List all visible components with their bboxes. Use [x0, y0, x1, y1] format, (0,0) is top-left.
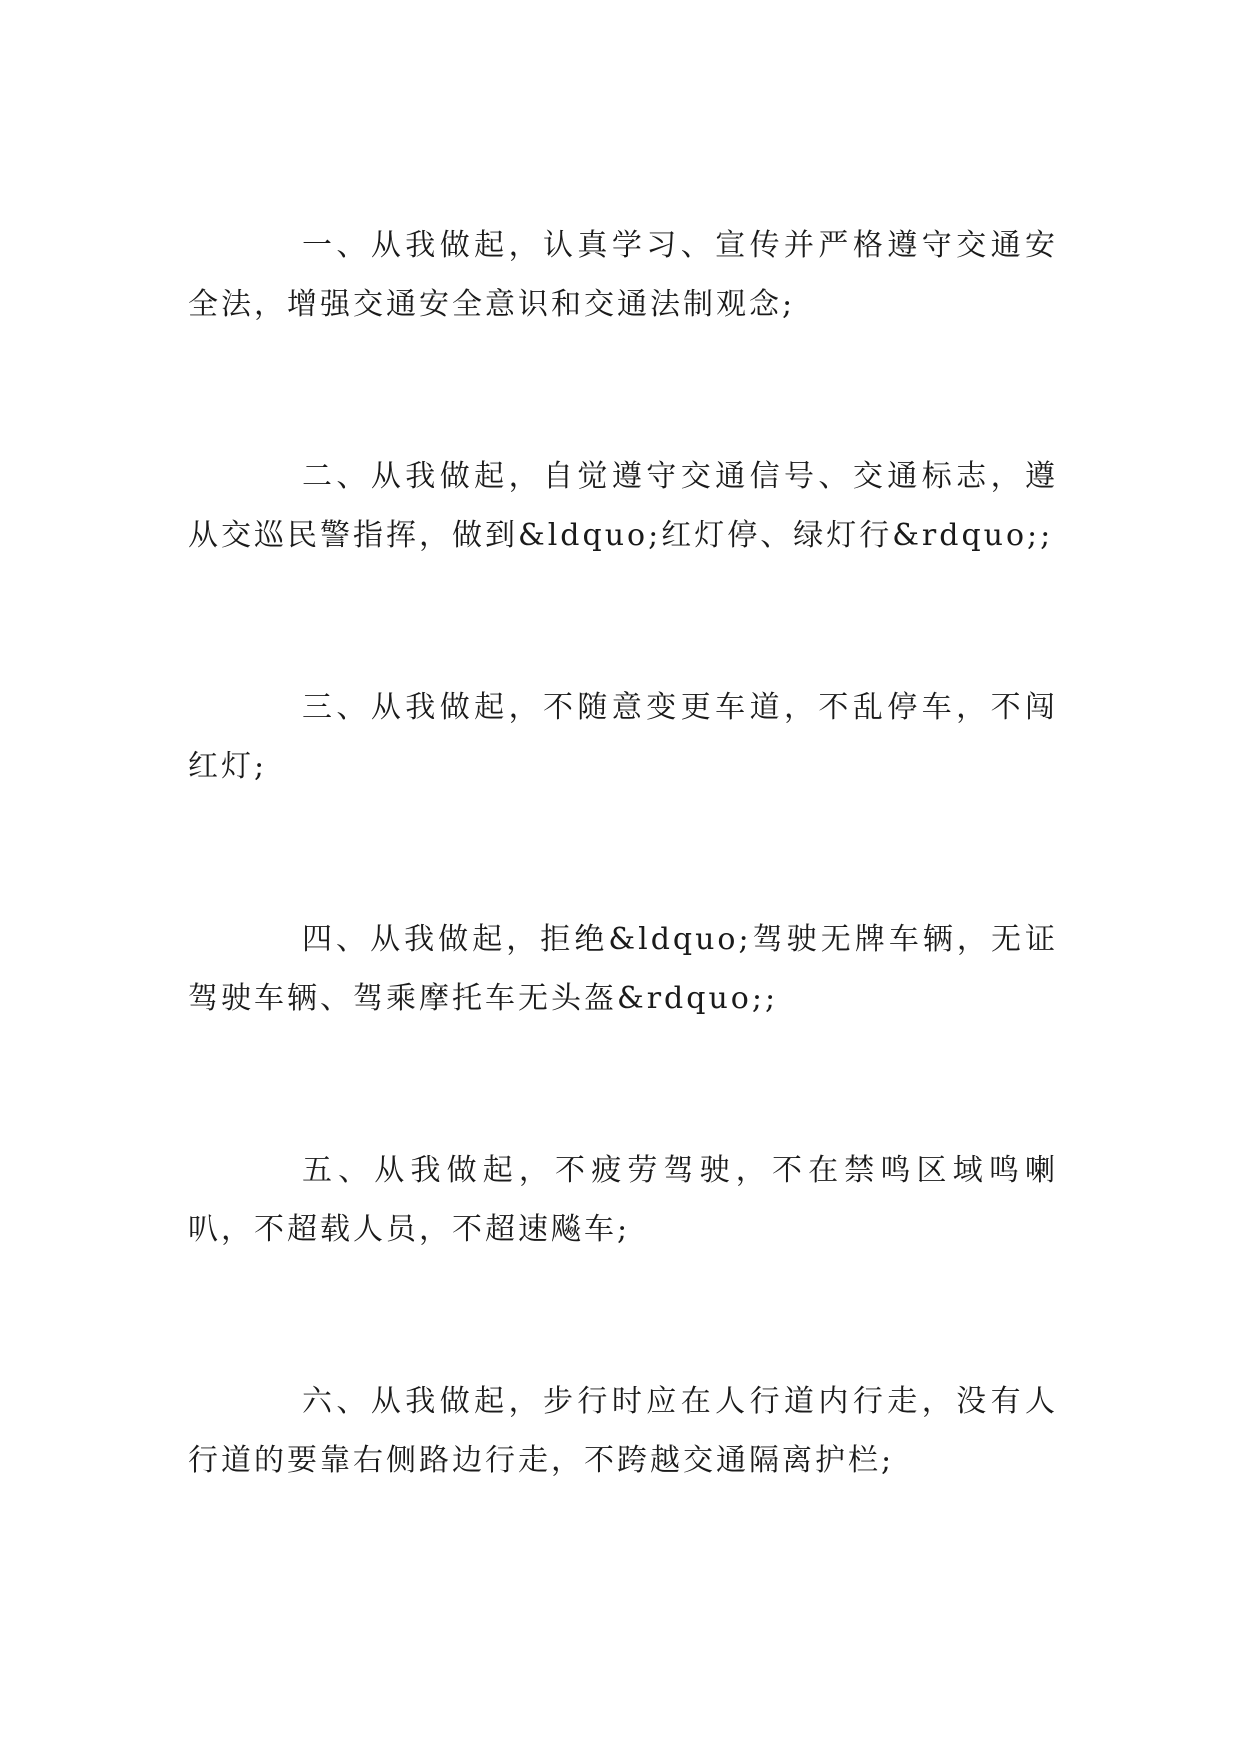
paragraph-4: 四、从我做起，拒绝&ldquo;驾驶无牌车辆，无证驾驶车辆、驾乘摩托车无头盔&rdquo;;: [188, 922, 1058, 1016]
paragraph-1: 一、从我做起，认真学习、宣传并严格遵守交通安全法，增强交通安全意识和交通法制观念;: [188, 228, 1058, 322]
paragraph-3: 三、从我做起，不随意变更车道，不乱停车，不闯红灯;: [188, 690, 1058, 784]
paragraph-6: 六、从我做起，步行时应在人行道内行走，没有人行道的要靠右侧路边行走，不跨越交通隔离护栏;: [188, 1384, 1058, 1478]
paragraph-2: 二、从我做起，自觉遵守交通信号、交通标志，遵从交巡民警指挥，做到&ldquo;红灯停、绿灯行&rdquo;;: [188, 459, 1058, 553]
paragraph-5: 五、从我做起，不疲劳驾驶，不在禁鸣区域鸣喇叭，不超载人员，不超速飚车;: [188, 1153, 1058, 1247]
